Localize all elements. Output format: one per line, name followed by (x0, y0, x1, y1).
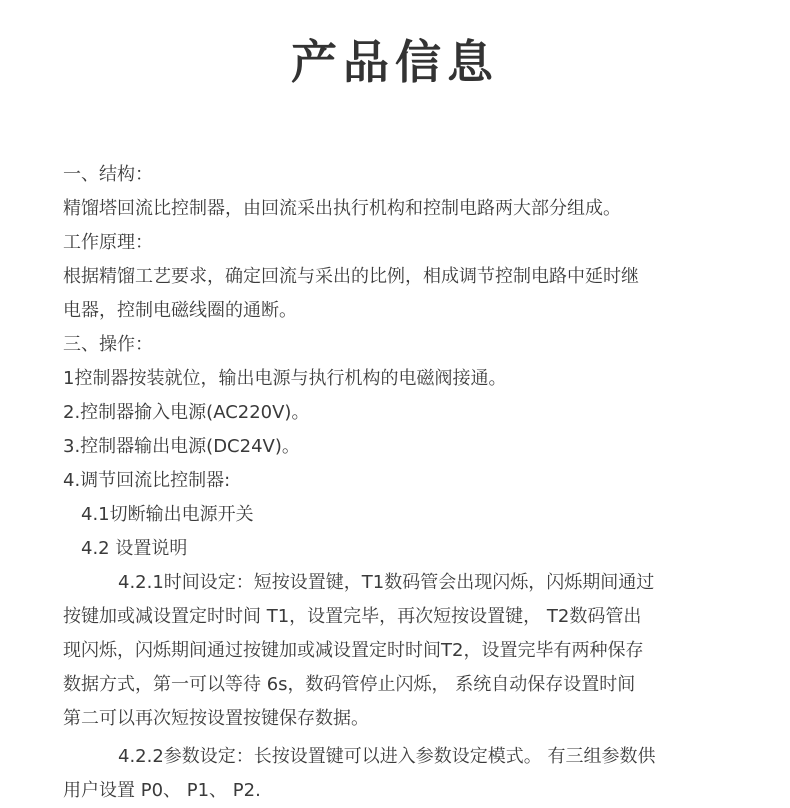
time-setting-text-4: 数据方式，第一可以等待 6s，数码管停止闪烁， 系统自动保存设置时间 (63, 674, 636, 695)
parameter-setting-text-1: 4.2.2参数设定：长按设置键可以进入参数设定模式。 有三组参数供 (118, 746, 656, 767)
operation-step-3: 3.控制器输出电源(DC24V)。 (63, 436, 300, 457)
time-setting-text-3: 现闪烁，闪烁期间通过按键加或减设置定时时间T2，设置完毕有两种保存 (63, 640, 644, 661)
structure-description: 精馏塔回流比控制器，由回流采出执行机构和控制电路两大部分组成。 (63, 198, 621, 219)
working-principle-heading: 工作原理： (63, 232, 153, 253)
operation-step-4: 4.调节回流比控制器: (63, 470, 231, 491)
time-setting-text-2: 按键加或减设置定时时间 T1，设置完毕，再次短按设置键， T2数码管出 (63, 606, 642, 627)
working-principle-text-2: 电器，控制电磁线圈的通断。 (63, 300, 297, 321)
parameter-setting-text-2: 用户设置 P0、 P1、 P2. (63, 780, 261, 801)
product-info-body (63, 158, 723, 808)
time-setting-text-1: 4.2.1时间设定：短按设置键，T1数码管会出现闪烁，闪烁期间通过 (118, 572, 655, 593)
working-principle-text-1: 根据精馏工艺要求，确定回流与采出的比例，相成调节控制电路中延时继 (63, 266, 639, 287)
section-operation-heading: 三、操作： (63, 334, 153, 355)
operation-step-1: 1控制器按装就位，输出电源与执行机构的电磁阀接通。 (63, 368, 507, 389)
section-structure-heading: 一、结构： (63, 164, 153, 185)
time-setting-text-5: 第二可以再次短按设置按键保存数据。 (63, 708, 369, 729)
operation-step-4-2: 4.2 设置说明 (81, 538, 188, 559)
page-title: 产品信息 (291, 35, 499, 89)
operation-step-2: 2.控制器揄入电源(AC220V)。 (63, 402, 310, 423)
operation-step-4-1: 4.1切断输出电源开关 (81, 504, 254, 525)
